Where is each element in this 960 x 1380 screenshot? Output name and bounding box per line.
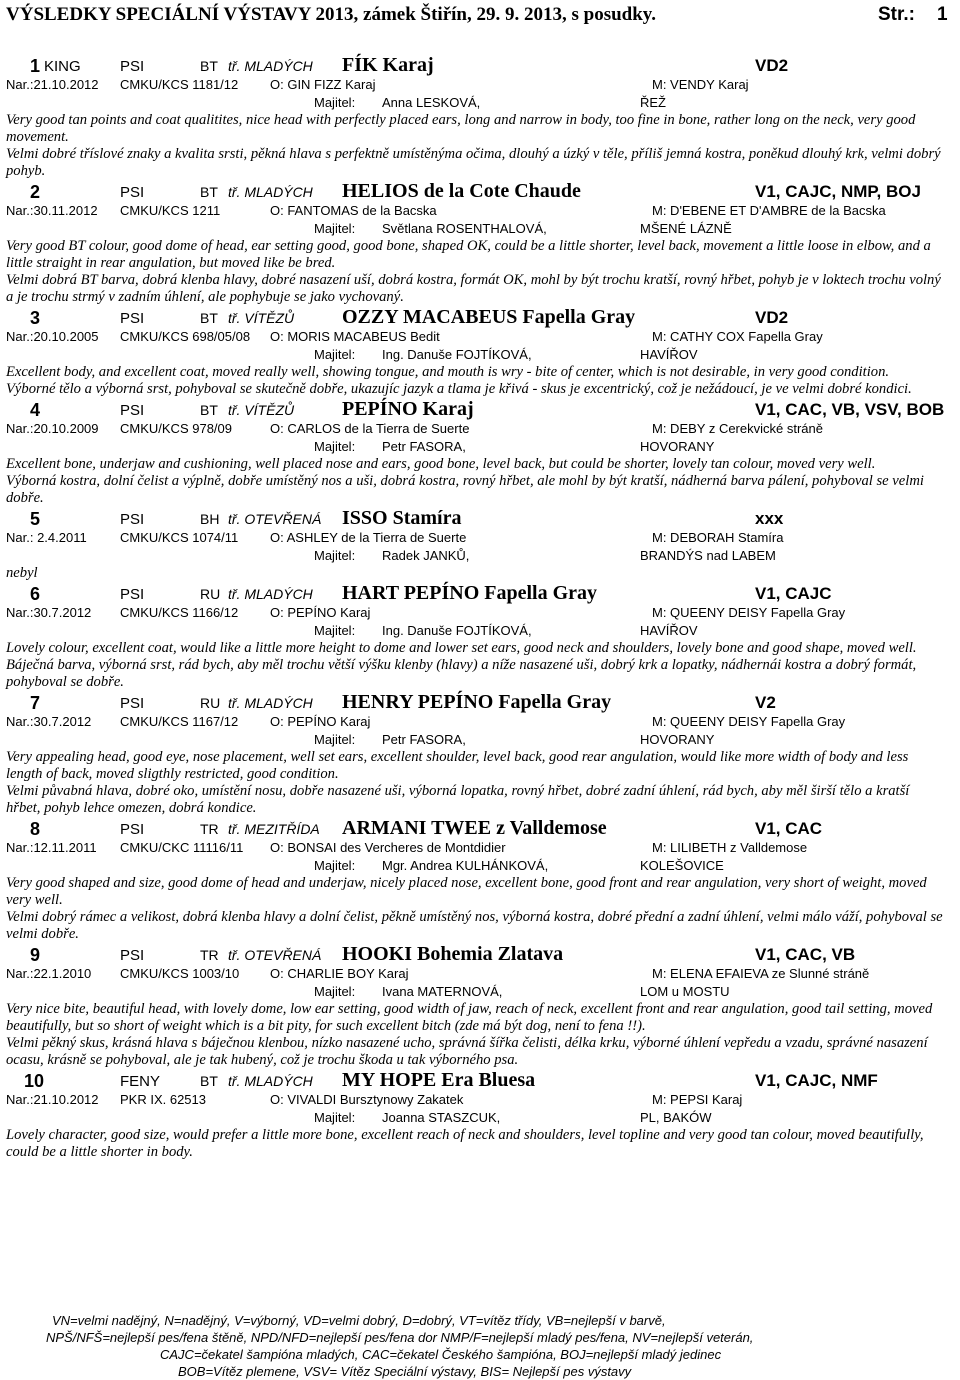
page-indicator [878, 4, 948, 26]
entry-header-row [0, 817, 960, 839]
page-title: VÝSLEDKY SPECIÁLNÍ VÝSTAVY 2013, zámek Štiřín, 29. 9. 2013, s posudky. [6, 4, 656, 25]
entry-owner-row [0, 622, 960, 640]
sex-group: PSI [120, 821, 145, 838]
sex-group: PSI [120, 511, 145, 528]
critique-paragraph: Velmi dobrý rámec a velikost, dobrá klenba hlavy a dolní čelist, pěkně umístěný nos, výborná kostra, dobré přední a zadní úhlení, velmi málo váží, pohyboval se velmi dobře. [6, 909, 943, 942]
owner-label: Majitel: [314, 732, 356, 747]
sex-group: PSI [120, 586, 145, 603]
owner-city: LOM u MOSTU [640, 984, 730, 999]
dam-name: M: VENDY Karaj [652, 77, 749, 92]
entry-header-row [0, 943, 960, 965]
birth-date: Nar.:21.10.2012 [6, 1092, 99, 1107]
critique [0, 640, 960, 691]
critique-paragraph: Excellent body, and excellent coat, moved really well, showing tongue, and mouth is wry - bite of center, which is not desirable, in very good condition. [6, 364, 890, 380]
sex-group: PSI [120, 402, 145, 419]
entry-pedigree-row [0, 1091, 960, 1109]
coat-colour: TR [200, 821, 219, 837]
sex-group: PSI [120, 184, 145, 201]
birth-date: Nar.:12.11.2011 [6, 840, 97, 855]
owner-label: Majitel: [314, 439, 356, 454]
grade-result: xxx [755, 509, 784, 528]
owner-name: Ing. Danuše FOJTÍKOVÁ, [382, 347, 532, 362]
owner-city: KOLEŠOVICE [640, 858, 724, 873]
legend-line: BOB=Vítěz plemene, VSV= Vítěz Speciální výstavy, BIS= Nejlepší pes výstavy [178, 1364, 632, 1379]
owner-name: Anna LESKOVÁ, [382, 95, 481, 110]
owner-city: MŠENÉ LÁZNĚ [640, 221, 732, 236]
dam-name: M: DEBY z Cerekvické stráně [652, 421, 823, 436]
coat-colour: TR [200, 947, 219, 963]
critique [0, 565, 960, 582]
catalog-number: 3 [30, 308, 41, 328]
catalog-number: 5 [30, 509, 41, 529]
dog-name: PEPÍNO Karaj [342, 398, 474, 420]
catalog-number: 9 [30, 945, 41, 965]
owner-city: PL, BAKÓW [640, 1110, 712, 1125]
entries-list [0, 54, 960, 1161]
critique-paragraph: Very good shaped and size, good dome of head and underjaw, nicely placed nose, excellent bone, good front and rear angulation, very short of weight, moved very well. [6, 875, 927, 908]
registration-number: CMKU/KCS 978/09 [120, 421, 232, 436]
sire-name: O: BONSAI des Vercheres de Montdidier [270, 840, 506, 855]
dog-entry [0, 180, 960, 306]
critique-paragraph: Velmi dobré tříslové znaky a kvalita srsti, pěkná hlava s perfektně umístěnýma očima, dlouhý a úzký v těle, příliš jemná kostra, poněkud dlouhý krk, velmi dobrý pohyb. [6, 146, 941, 179]
owner-city: ŘEŽ [640, 95, 666, 110]
show-class: tř. MLADÝCH [228, 586, 313, 602]
legend-line: NPŠ/NFŠ=nejlepší pes/fena štěně, NPD/NFD=nejlepší pes/fena dor NMP/F=nejlepší mladý pes/fena, NV=nejlepší veterán, [46, 1330, 754, 1345]
sire-name: O: PEPÍNO Karaj [270, 605, 371, 620]
dog-entry [0, 507, 960, 582]
birth-date: Nar.:30.11.2012 [6, 203, 98, 218]
registration-number: CMKU/KCS 1167/12 [120, 714, 239, 729]
owner-label: Majitel: [314, 858, 356, 873]
entry-header-row [0, 1069, 960, 1091]
registration-number: CMKU/KCS 698/05/08 [120, 329, 251, 344]
show-class: tř. OTEVŘENÁ [228, 947, 322, 963]
critique-paragraph: Lovely character, good size, would prefer a little more bone, excellent reach of neck and shoulders, level topline and very good tan colour, moved beautifully, could be a little shorter in body. [6, 1127, 924, 1160]
dog-name: HENRY PEPÍNO Fapella Gray [342, 691, 612, 713]
entry-header-row [0, 54, 960, 76]
coat-colour: BT [200, 58, 218, 74]
catalog-number: 2 [30, 182, 41, 202]
sire-name: O: MORIS MACABEUS Bedit [270, 329, 440, 344]
grade-result: V1, CAC, VB, VSV, BOB [755, 400, 945, 419]
sire-name: O: PEPÍNO Karaj [270, 714, 371, 729]
birth-date: Nar.:20.10.2005 [6, 329, 99, 344]
owner-label: Majitel: [314, 221, 356, 236]
critique-paragraph: Báječná barva, výborná srst, rád bych, aby měl trochu větší výšku klenby (hlavy) a níže nasazené uši, dobrý krk a lopatky, nádhernái kostra a dobrý formát, pohyboval se dobře. [6, 657, 917, 690]
grade-result: V1, CAJC [755, 584, 832, 603]
dog-entry [0, 691, 960, 817]
coat-colour: BT [200, 402, 218, 418]
show-class: tř. OTEVŘENÁ [228, 511, 322, 527]
entry-header-row [0, 306, 960, 328]
grade-result: V2 [755, 693, 776, 712]
coat-colour: BT [200, 310, 218, 326]
entry-owner-row [0, 346, 960, 364]
registration-number: CMKU/KCS 1181/12 [120, 77, 239, 92]
dog-name: HELIOS de la Cote Chaude [342, 180, 581, 202]
sire-name: O: GIN FIZZ Karaj [270, 77, 376, 92]
registration-number: CMKU/KCS 1166/12 [120, 605, 239, 620]
entry-pedigree-row [0, 713, 960, 731]
birth-date: Nar.: 2.4.2011 [6, 530, 87, 545]
critique [0, 112, 960, 180]
dog-entry [0, 1069, 960, 1161]
breed-variant: KING [44, 58, 81, 75]
sire-name: O: CARLOS de la Tierra de Suerte [270, 421, 470, 436]
critique-paragraph: Very nice bite, beautiful head, with lovely dome, low ear setting, good width of jaw, reach of neck, excellent front and rear angulation, good tail setting, moved beautifully, but so short of weight which is a bit pity, for such excellent bitch (zde má být dog, není to fena !!). [6, 1001, 933, 1034]
coat-colour: BT [200, 1073, 218, 1089]
entry-owner-row [0, 731, 960, 749]
entry-owner-row [0, 94, 960, 112]
critique [0, 456, 960, 507]
show-class: tř. MEZITŘÍDA [228, 821, 320, 837]
owner-name: Mgr. Andrea KULHÁNKOVÁ, [382, 858, 549, 873]
dog-name: OZZY MACABEUS Fapella Gray [342, 306, 636, 328]
entry-pedigree-row [0, 420, 960, 438]
critique-paragraph: Very appealing head, good eye, nose placement, well set ears, excellent shoulder, level back, good rear angulation, would like more width of body and less length of back, moved sligthly restricted, good condition. [6, 749, 909, 782]
entry-owner-row [0, 547, 960, 565]
dam-name: M: QUEENY DEISY Fapella Gray [652, 714, 846, 729]
page-label: Str.: [878, 4, 915, 25]
coat-colour: RU [200, 586, 221, 602]
dam-name: M: QUEENY DEISY Fapella Gray [652, 605, 846, 620]
owner-label: Majitel: [314, 623, 356, 638]
entry-header-row [0, 507, 960, 529]
birth-date: Nar.:20.10.2009 [6, 421, 99, 436]
show-class: tř. MLADÝCH [228, 1073, 313, 1089]
critique [0, 1001, 960, 1069]
owner-label: Majitel: [314, 548, 356, 563]
sex-group: PSI [120, 58, 145, 75]
dam-name: M: CATHY COX Fapella Gray [652, 329, 823, 344]
entry-pedigree-row [0, 839, 960, 857]
birth-date: Nar.:30.7.2012 [6, 714, 92, 729]
catalog-number: 4 [30, 400, 41, 420]
catalog-number: 6 [30, 584, 41, 604]
catalog-number: 1 [30, 56, 41, 76]
birth-date: Nar.:30.7.2012 [6, 605, 92, 620]
entry-pedigree-row [0, 604, 960, 622]
owner-name: Petr FASORA, [382, 732, 466, 747]
dog-entry [0, 306, 960, 398]
dog-name: ISSO Stamíra [342, 507, 462, 529]
registration-number: CMKU/CKC 11116/11 [120, 840, 244, 855]
owner-city: HOVORANY [640, 732, 715, 747]
critique-paragraph: Velmi půvabná hlava, dobré oko, umístění nosu, dobře nasazené uši, výborná lopatka, rovný hřbet, dobré zadní úhlení, rád bych, aby měl širší tělo a kratší hřbet, pohyb lehce omezen, dobrá kondice. [6, 783, 910, 816]
grade-result: V1, CAC [755, 819, 823, 838]
owner-label: Majitel: [314, 1110, 356, 1125]
owner-label: Majitel: [314, 984, 356, 999]
birth-date: Nar.:22.1.2010 [6, 966, 92, 981]
sire-name: O: CHARLIE BOY Karaj [270, 966, 409, 981]
grade-result: V1, CAJC, NMP, BOJ [755, 182, 921, 201]
entry-pedigree-row [0, 76, 960, 94]
sex-group: PSI [120, 310, 145, 327]
dog-name: HOOKI Bohemia Zlatava [342, 943, 564, 965]
sire-name: O: ASHLEY de la Tierra de Suerte [270, 530, 467, 545]
owner-name: Ivana MATERNOVÁ, [382, 984, 503, 999]
show-class: tř. MLADÝCH [228, 695, 313, 711]
entry-pedigree-row [0, 202, 960, 220]
owner-city: HAVÍŘOV [640, 347, 698, 362]
registration-number: PKR IX. 62513 [120, 1092, 206, 1107]
entry-owner-row [0, 1109, 960, 1127]
coat-colour: BH [200, 511, 220, 527]
critique [0, 364, 960, 398]
dam-name: M: D'EBENE ET D'AMBRE de la Bacska [652, 203, 886, 218]
critique-paragraph: Excellent bone, underjaw and cushioning, well placed nose and ears, good bone, level back, but could be shorter, lovely tan colour, moved very well. [6, 456, 876, 472]
entry-owner-row [0, 438, 960, 456]
dog-entry [0, 54, 960, 180]
show-class: tř. VÍTĚZŮ [228, 310, 295, 326]
show-class: tř. VÍTĚZŮ [228, 402, 295, 418]
registration-number: CMKU/KCS 1211 [120, 203, 221, 218]
registration-number: CMKU/KCS 1074/11 [120, 530, 239, 545]
dog-entry [0, 398, 960, 507]
owner-name: Ing. Danuše FOJTÍKOVÁ, [382, 623, 532, 638]
catalog-number: 7 [30, 693, 41, 713]
critique [0, 1127, 960, 1161]
owner-label: Majitel: [314, 347, 356, 362]
owner-city: BRANDÝS nad LABEM [640, 548, 776, 563]
owner-city: HAVÍŘOV [640, 623, 698, 638]
critique-paragraph: Výborné tělo a výborná srst, pohyboval se skutečně dobře, ukazujíc jazyk a tlama je křivá - skus je excentrický, což je nežádoucí, je ve velmi dobré kondici. [6, 381, 912, 397]
entry-header-row [0, 691, 960, 713]
entry-header-row [0, 582, 960, 604]
owner-name: Radek JANKŮ, [382, 548, 470, 563]
critique-paragraph: Very good BT colour, good dome of head, ear setting good, good bone, shaped OK, could be a little shorter, level back, movement a little loose in elbow, and a little straight in rear angulation, but moved like be bred. [6, 238, 931, 271]
coat-colour: BT [200, 184, 218, 200]
owner-name: Petr FASORA, [382, 439, 466, 454]
legend-line: VN=velmi nadějný, N=nadějný, V=výborný, VD=velmi dobrý, D=dobrý, VT=vítěz třídy, VB=nejlepší v barvě, [52, 1313, 666, 1328]
dam-name: M: LILIBETH z Valldemose [652, 840, 808, 855]
dog-name: MY HOPE Era Bluesa [342, 1069, 536, 1091]
catalog-number: 8 [30, 819, 41, 839]
critique [0, 749, 960, 817]
sex-group: FENY [120, 1073, 161, 1090]
page-number: 1 [936, 4, 948, 25]
dog-entry [0, 817, 960, 943]
critique [0, 875, 960, 943]
entry-pedigree-row [0, 328, 960, 346]
grade-result: VD2 [755, 308, 789, 327]
coat-colour: RU [200, 695, 221, 711]
entry-owner-row [0, 857, 960, 875]
dog-entry [0, 943, 960, 1069]
critique-paragraph: Very good tan points and coat qualitites, nice head with perfectly placed ears, long and narrow in body, too fine in bone, rather long on the neck, very good movement. [6, 112, 916, 145]
dam-name: M: ELENA EFAIEVA ze Slunné stráně [652, 966, 870, 981]
sire-name: O: VIVALDI Bursztynowy Zakatek [270, 1092, 464, 1107]
owner-name: Světlana ROSENTHALOVÁ, [382, 221, 547, 236]
owner-name: Joanna STASZCUK, [382, 1110, 501, 1125]
dog-entry [0, 582, 960, 691]
dog-name: ARMANI TWEE z Valldemose [342, 817, 607, 839]
entry-owner-row [0, 983, 960, 1001]
sire-name: O: FANTOMAS de la Bacska [270, 203, 437, 218]
birth-date: Nar.:21.10.2012 [6, 77, 99, 92]
dam-name: M: PEPSI Karaj [652, 1092, 743, 1107]
critique-paragraph: Velmi pěkný skus, krásná hlava s báječnou klenbou, nízko nasazené ucho, správná šířka čelisti, délka krku, výborné úhlení vepředu a vzadu, správné nasazení ocasu, krásně se pohyboval, ale je tak hubený, což je trochu škoda u tak výborného psa. [6, 1035, 928, 1068]
sex-group: PSI [120, 947, 145, 964]
dog-name: HART PEPÍNO Fapella Gray [342, 582, 598, 604]
owner-label: Majitel: [314, 95, 356, 110]
show-class: tř. MLADÝCH [228, 184, 313, 200]
dam-name: M: DEBORAH Stamíra [652, 530, 784, 545]
legend-line: CAJC=čekatel šampióna mladých, CAC=čekatel Českého šampióna, BOJ=nejlepší mladý jedinec [160, 1347, 722, 1362]
critique-paragraph: Výborná kostra, dolní čelist a výplně, dobře umístěný nos a uši, dobrá kostra, rovný hřbet, ale mohl by být kratší, nádherná barva pálení, pohyboval se velmi dobře. [6, 473, 924, 506]
dog-name: FÍK Karaj [342, 54, 434, 76]
grade-result: VD2 [755, 56, 789, 75]
entry-header-row [0, 180, 960, 202]
owner-city: HOVORANY [640, 439, 715, 454]
critique-paragraph: Velmi dobrá BT barva, dobrá klenba hlavy, dobré nasazení uší, dobrá kostra, formát OK, mohl by být trochu kratší, rovný hřbet, pohyb je v loktech trochu volný a je trochu strmý v zadním úhlení, ale pophybuje se jako vychovaný. [6, 272, 941, 305]
grade-result: V1, CAC, VB [755, 945, 856, 964]
entry-pedigree-row [0, 965, 960, 983]
critique-paragraph: nebyl [6, 565, 38, 581]
entry-header-row [0, 398, 960, 420]
entry-owner-row [0, 220, 960, 238]
entry-pedigree-row [0, 529, 960, 547]
sex-group: PSI [120, 695, 145, 712]
show-class: tř. MLADÝCH [228, 58, 313, 74]
critique [0, 238, 960, 306]
grade-result: V1, CAJC, NMF [755, 1071, 878, 1090]
registration-number: CMKU/KCS 1003/10 [120, 966, 240, 981]
catalog-number: 10 [24, 1071, 45, 1091]
critique-paragraph: Lovely colour, excellent coat, would like a little more height to dome and lower set ears, good neck and shoulders, lovely bone and good shape, moved well. [6, 640, 917, 656]
